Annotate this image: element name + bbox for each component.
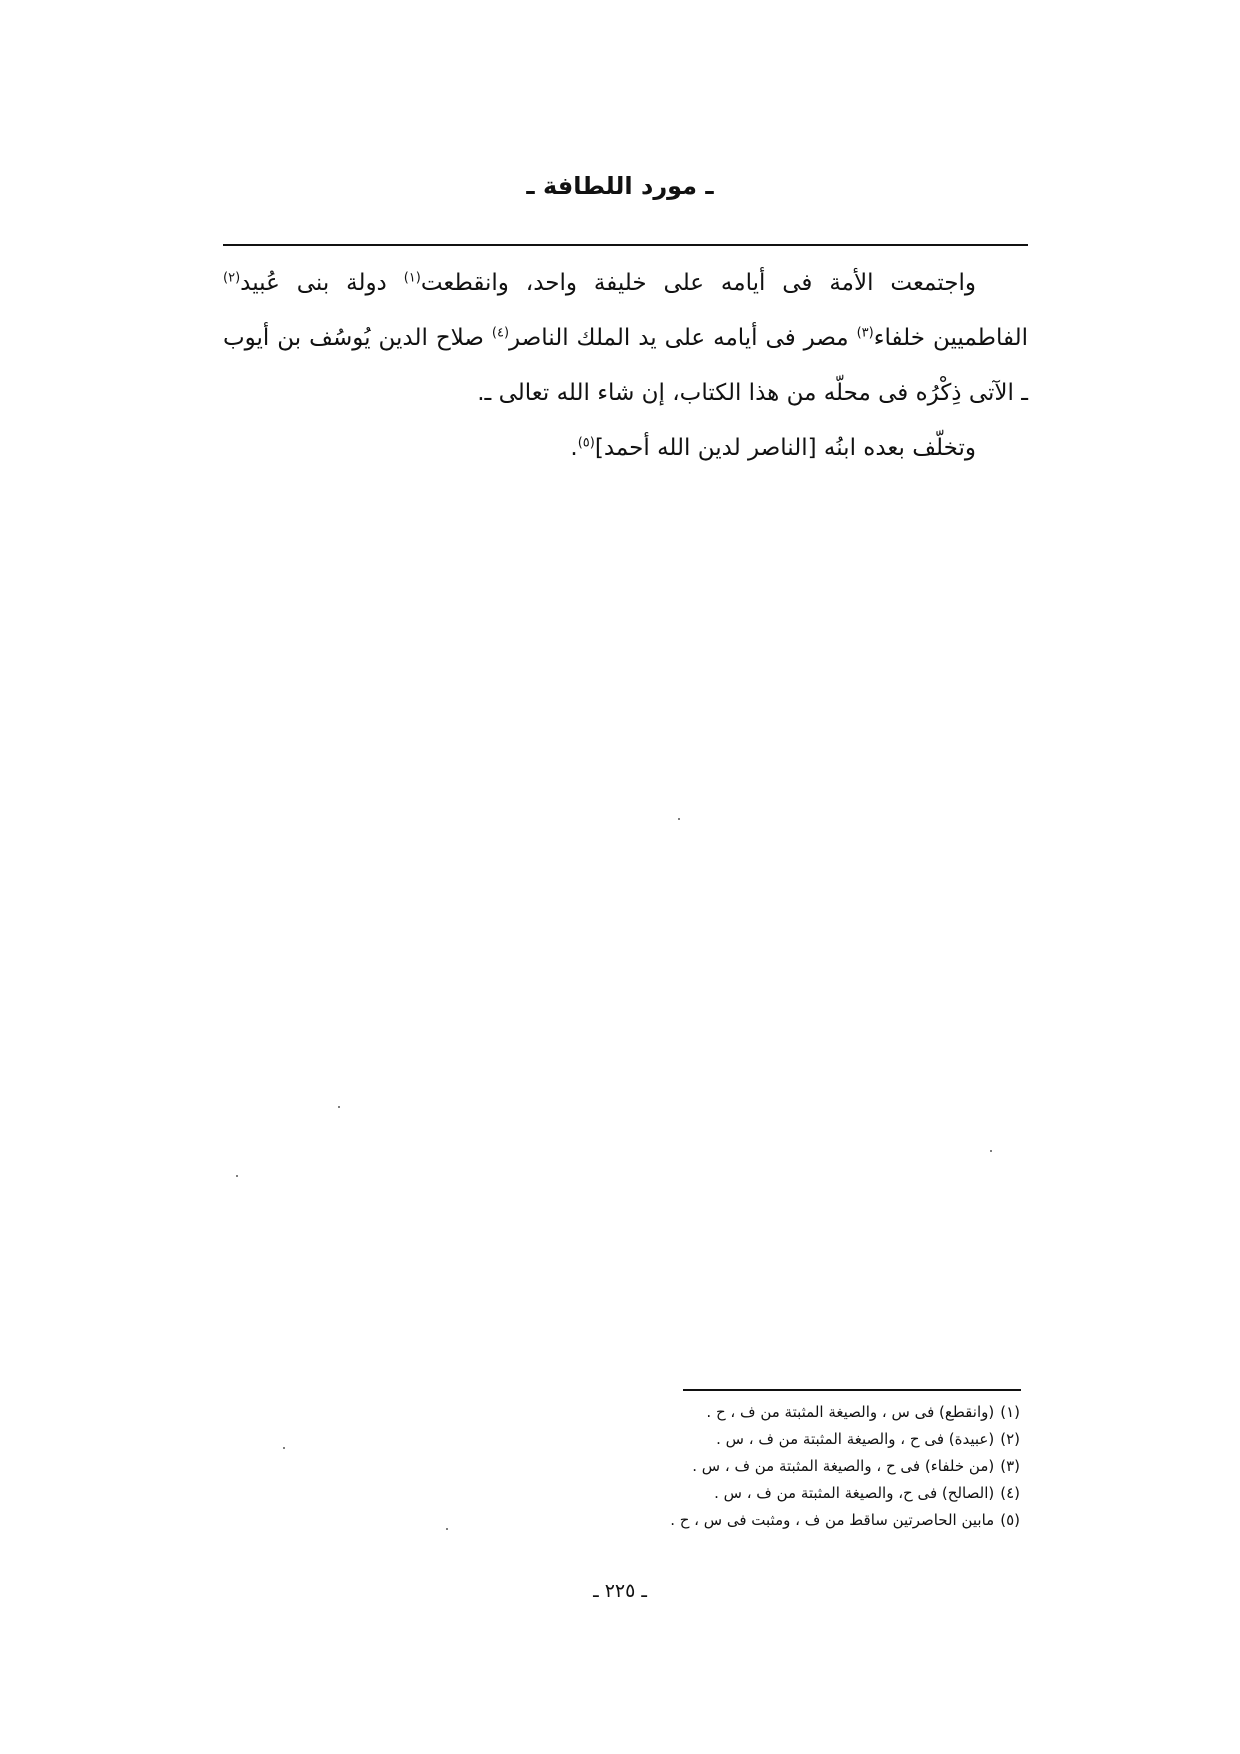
paragraph-2-text-b: .	[570, 435, 578, 461]
paragraph-2-text-a: وتخلّف بعده ابنُه [الناصر لدين الله أحمد]	[594, 435, 976, 461]
scan-speck	[990, 1150, 992, 1152]
footnote-text: (الصالح) فى ح، والصيغة المثبتة من ف ، س .	[714, 1484, 995, 1502]
paragraph-1-text-b: دولة بنى عُبيد	[240, 270, 404, 296]
header-rule	[223, 244, 1028, 246]
footnote-text: (عبيدة) فى ح ، والصيغة المثبتة من ف ، س .	[716, 1430, 995, 1448]
paragraph-1-text-d: مصر فى أيامه على يد الملك الناصر	[509, 325, 857, 351]
footnote-number: (٢)	[1000, 1430, 1020, 1448]
footnote-1	[520, 1399, 1020, 1426]
footnote-number: (١)	[1000, 1403, 1020, 1421]
body-text	[223, 256, 1028, 476]
footnote-3	[520, 1453, 1020, 1480]
footnotes	[520, 1399, 1020, 1534]
footnote-number: (٤)	[1000, 1484, 1020, 1502]
paragraph-1-text-a: واجتمعت الأمة فى أيامه على خليفة واحد، وانقطعت	[420, 270, 976, 296]
page-number: ـ ٢٢٥ ـ	[593, 1580, 647, 1602]
footnote-4	[520, 1480, 1020, 1507]
footnote-text: (وانقطع) فى س ، والصيغة المثبتة من ف ، ح .	[706, 1403, 995, 1421]
footnote-rule	[683, 1389, 1021, 1391]
running-title: ـ مورد اللطافة ـ	[526, 172, 714, 200]
paragraph-2	[223, 421, 1028, 476]
footnote-text: (من خلفاء) فى ح ، والصيغة المثبتة من ف ، س .	[692, 1457, 995, 1475]
scan-speck	[678, 818, 680, 820]
scan-speck	[338, 1106, 340, 1108]
footnote-ref-3: (٣)	[856, 325, 874, 341]
footnote-5	[520, 1507, 1020, 1534]
paragraph-1-text-e: صلاح الدين يُوسُف بن أيوب ـ الآتى ذِكْرُه فى محلّه من هذا الكتاب، إن شاء الله تعالى ـ.	[223, 325, 1028, 406]
paragraph-1	[223, 256, 1028, 421]
footnote-ref-1: (١)	[403, 270, 421, 286]
footnote-number: (٣)	[1000, 1457, 1020, 1475]
footnote-ref-4: (٤)	[491, 325, 510, 341]
scan-speck	[283, 1447, 285, 1449]
scan-speck	[236, 1175, 238, 1177]
paragraph-1-text-c: الفاطميين خلفاء	[873, 325, 1029, 351]
scan-speck	[446, 1528, 448, 1530]
footnote-number: (٥)	[1000, 1511, 1020, 1529]
footnote-2	[520, 1426, 1020, 1453]
footnote-ref-2: (٢)	[223, 270, 241, 286]
footnote-ref-5: (٥)	[577, 435, 595, 451]
footnote-text: مابين الحاصرتين ساقط من ف ، ومثبت فى س ، ح .	[670, 1511, 995, 1529]
